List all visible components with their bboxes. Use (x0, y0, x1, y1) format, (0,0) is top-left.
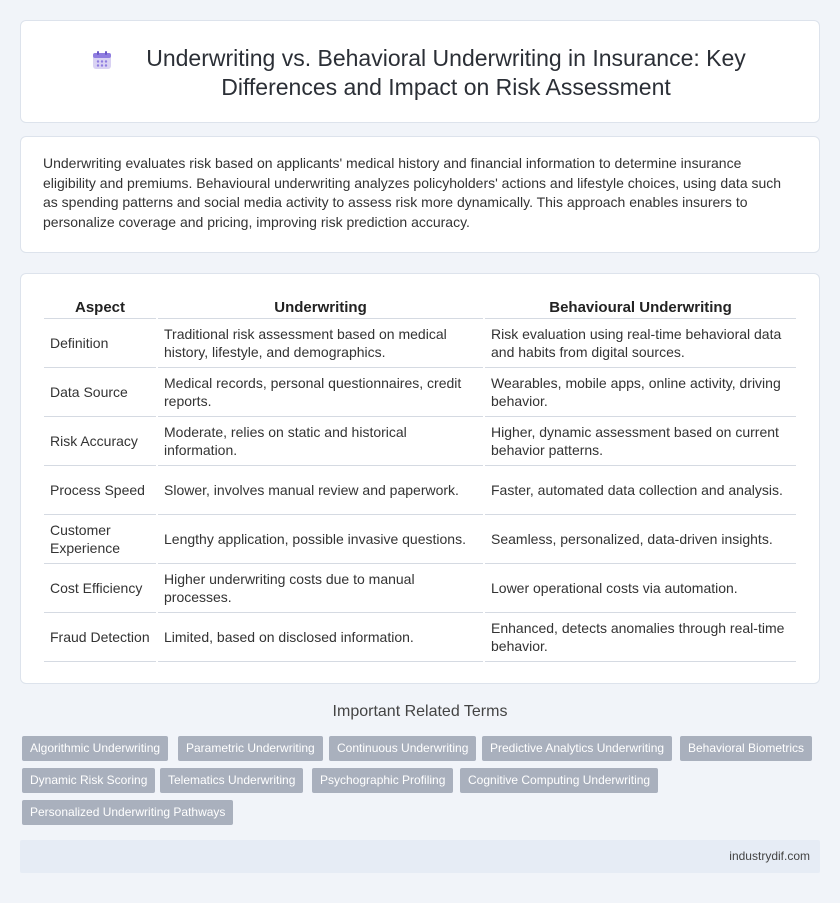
title-card (20, 20, 820, 123)
tag-link[interactable]: Dynamic Risk Scoring (22, 768, 155, 793)
row-behavioural: Enhanced, detects anomalies through real-time behavior. (485, 613, 796, 662)
header-aspect: Aspect (44, 295, 156, 319)
header-behavioural-underwriting: Behavioural Underwriting (485, 295, 796, 319)
table-row (44, 417, 796, 466)
table-row (44, 319, 796, 368)
intro-paragraph: Underwriting evaluates risk based on applicants' medical history and financial information to determine insurance eligibility and premiums. Behavioural underwriting analyzes policyholders' actions and lifestyle choices, using data such as spending patterns and social media activity to assess risk more dynamically. This approach enables insurers to personalize coverage and pricing, improving risk prediction accuracy. (43, 155, 782, 230)
page-title: Underwriting vs. Behavioral Underwriting in Insurance: Key Differences and Impact on Risk Assessment (146, 45, 746, 100)
row-aspect: Definition (44, 319, 156, 368)
tag-link[interactable]: Behavioral Biometrics (680, 736, 812, 761)
tag-link[interactable]: Psychographic Profiling (312, 768, 453, 793)
intro-card (20, 136, 820, 253)
row-underwriting: Slower, involves manual review and paperwork. (158, 466, 483, 515)
row-underwriting: Medical records, personal questionnaires, credit reports. (158, 368, 483, 417)
table-row (44, 564, 796, 613)
footer-site[interactable]: industrydif.com (729, 849, 810, 863)
comparison-card (20, 273, 820, 684)
row-underwriting: Traditional risk assessment based on medical history, lifestyle, and demographics. (158, 319, 483, 368)
row-underwriting: Lengthy application, possible invasive questions. (158, 515, 483, 564)
row-behavioural: Wearables, mobile apps, online activity, driving behavior. (485, 368, 796, 417)
header-underwriting: Underwriting (158, 295, 483, 319)
row-underwriting: Moderate, relies on static and historical information. (158, 417, 483, 466)
tag-link[interactable]: Cognitive Computing Underwriting (460, 768, 658, 793)
tag-link[interactable]: Continuous Underwriting (329, 736, 476, 761)
row-aspect: Process Speed (44, 466, 156, 515)
tag-link[interactable]: Personalized Underwriting Pathways (22, 800, 233, 825)
tag-link[interactable]: Predictive Analytics Underwriting (482, 736, 672, 761)
table-row (44, 368, 796, 417)
row-behavioural: Lower operational costs via automation. (485, 564, 796, 613)
row-behavioural: Higher, dynamic assessment based on current behavior patterns. (485, 417, 796, 466)
row-aspect: Fraud Detection (44, 613, 156, 662)
tag-link[interactable]: Algorithmic Underwriting (22, 736, 168, 761)
tag-link[interactable]: Telematics Underwriting (160, 768, 303, 793)
row-aspect: Risk Accuracy (44, 417, 156, 466)
footer-bar (20, 840, 820, 873)
row-aspect: Customer Experience (44, 515, 156, 564)
table-row (44, 613, 796, 662)
row-underwriting: Limited, based on disclosed information. (158, 613, 483, 662)
table-header-row (44, 295, 796, 319)
row-behavioural: Seamless, personalized, data-driven insights. (485, 515, 796, 564)
tag-link[interactable]: Parametric Underwriting (178, 736, 323, 761)
row-behavioural: Faster, automated data collection and analysis. (485, 466, 796, 515)
row-aspect: Cost Efficiency (44, 564, 156, 613)
row-aspect: Data Source (44, 368, 156, 417)
row-underwriting: Higher underwriting costs due to manual processes. (158, 564, 483, 613)
comparison-table (42, 295, 798, 662)
related-terms-heading: Important Related Terms (332, 703, 508, 720)
table-row (44, 466, 796, 515)
table-row (44, 515, 796, 564)
row-behavioural: Risk evaluation using real-time behavioral data and habits from digital sources. (485, 319, 796, 368)
